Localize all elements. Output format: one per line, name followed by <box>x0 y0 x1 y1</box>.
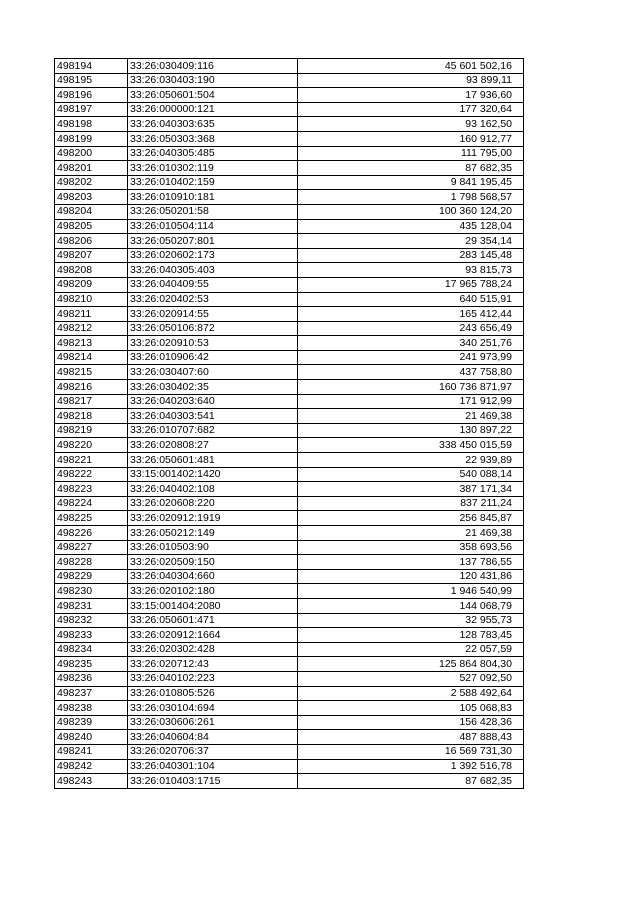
record-id-cell: 498228 <box>55 555 128 570</box>
record-id-cell: 498229 <box>55 569 128 584</box>
cadastral-number-cell: 33:26:000000:121 <box>128 102 298 117</box>
record-id-cell: 498206 <box>55 234 128 249</box>
table-row <box>55 146 524 161</box>
record-id-cell: 498211 <box>55 307 128 322</box>
value-cell: 87 682,35 <box>298 774 524 789</box>
cadastral-number-cell: 33:26:020706:37 <box>128 744 298 759</box>
record-id-cell: 498196 <box>55 88 128 103</box>
value-cell: 241 973,99 <box>298 350 524 365</box>
table-row <box>55 628 524 643</box>
value-cell: 17 965 788,24 <box>298 277 524 292</box>
value-cell: 387 171,34 <box>298 482 524 497</box>
table-row <box>55 671 524 686</box>
record-id-cell: 498220 <box>55 438 128 453</box>
record-id-cell: 498236 <box>55 671 128 686</box>
cadastral-number-cell: 33:26:010910:181 <box>128 190 298 205</box>
record-id-cell: 498200 <box>55 146 128 161</box>
cadastral-number-cell: 33:26:030104:694 <box>128 701 298 716</box>
record-id-cell: 498237 <box>55 686 128 701</box>
value-cell: 243 656,49 <box>298 321 524 336</box>
value-cell: 93 899,11 <box>298 73 524 88</box>
record-id-cell: 498218 <box>55 409 128 424</box>
cadastral-number-cell: 33:26:040304:660 <box>128 569 298 584</box>
table-row <box>55 511 524 526</box>
value-cell: 2 588 492,64 <box>298 686 524 701</box>
record-id-cell: 498238 <box>55 701 128 716</box>
cadastral-number-cell: 33:26:050601:481 <box>128 453 298 468</box>
value-cell: 105 068,83 <box>298 701 524 716</box>
value-cell: 16 569 731,30 <box>298 744 524 759</box>
cadastral-number-cell: 33:26:040303:635 <box>128 117 298 132</box>
cadastral-number-cell: 33:26:030409:116 <box>128 59 298 74</box>
table-row <box>55 248 524 263</box>
cadastral-number-cell: 33:26:040303:541 <box>128 409 298 424</box>
record-id-cell: 498234 <box>55 642 128 657</box>
record-id-cell: 498235 <box>55 657 128 672</box>
cadastral-number-cell: 33:26:020509:150 <box>128 555 298 570</box>
record-id-cell: 498227 <box>55 540 128 555</box>
value-cell: 160 736 871,97 <box>298 380 524 395</box>
table-row <box>55 175 524 190</box>
cadastral-number-cell: 33:26:040301:104 <box>128 759 298 774</box>
table-row <box>55 365 524 380</box>
value-cell: 125 864 804,30 <box>298 657 524 672</box>
cadastral-number-cell: 33:26:020102:180 <box>128 584 298 599</box>
record-id-cell: 498231 <box>55 598 128 613</box>
record-id-cell: 498194 <box>55 59 128 74</box>
record-id-cell: 498221 <box>55 453 128 468</box>
cadastral-number-cell: 33:26:020402:53 <box>128 292 298 307</box>
value-cell: 487 888,43 <box>298 730 524 745</box>
value-cell: 22 057,59 <box>298 642 524 657</box>
cadastral-number-cell: 33:26:020302:428 <box>128 642 298 657</box>
cadastral-number-cell: 33:26:030407:60 <box>128 365 298 380</box>
table-row <box>55 744 524 759</box>
value-cell: 171 912,99 <box>298 394 524 409</box>
record-id-cell: 498201 <box>55 161 128 176</box>
record-id-cell: 498208 <box>55 263 128 278</box>
cadastral-number-cell: 33:26:030403:190 <box>128 73 298 88</box>
cadastral-number-cell: 33:26:020602:173 <box>128 248 298 263</box>
record-id-cell: 498210 <box>55 292 128 307</box>
record-id-cell: 498219 <box>55 423 128 438</box>
table-row <box>55 117 524 132</box>
record-id-cell: 498222 <box>55 467 128 482</box>
record-id-cell: 498197 <box>55 102 128 117</box>
table-row <box>55 540 524 555</box>
value-cell: 17 936,60 <box>298 88 524 103</box>
table-row <box>55 234 524 249</box>
table-row <box>55 204 524 219</box>
record-id-cell: 498225 <box>55 511 128 526</box>
cadastral-number-cell: 33:26:010707:682 <box>128 423 298 438</box>
value-cell: 256 845,87 <box>298 511 524 526</box>
record-id-cell: 498226 <box>55 526 128 541</box>
value-cell: 100 360 124,20 <box>298 204 524 219</box>
record-id-cell: 498223 <box>55 482 128 497</box>
value-cell: 93 815,73 <box>298 263 524 278</box>
cadastral-number-cell: 33:26:020912:1919 <box>128 511 298 526</box>
value-cell: 137 786,55 <box>298 555 524 570</box>
data-table <box>54 58 524 789</box>
value-cell: 527 092,50 <box>298 671 524 686</box>
value-cell: 1 946 540,99 <box>298 584 524 599</box>
table-row <box>55 277 524 292</box>
cadastral-number-cell: 33:26:030606:261 <box>128 715 298 730</box>
value-cell: 437 758,80 <box>298 365 524 380</box>
record-id-cell: 498209 <box>55 277 128 292</box>
table-row <box>55 774 524 789</box>
record-id-cell: 498207 <box>55 248 128 263</box>
table-row <box>55 423 524 438</box>
cadastral-number-cell: 33:26:010805:526 <box>128 686 298 701</box>
table-row <box>55 584 524 599</box>
value-cell: 156 428,36 <box>298 715 524 730</box>
record-id-cell: 498241 <box>55 744 128 759</box>
record-id-cell: 498233 <box>55 628 128 643</box>
table-row <box>55 569 524 584</box>
cadastral-number-cell: 33:26:050303:368 <box>128 131 298 146</box>
table-row <box>55 131 524 146</box>
cadastral-number-cell: 33:26:020912:1664 <box>128 628 298 643</box>
value-cell: 29 354,14 <box>298 234 524 249</box>
value-cell: 144 068,79 <box>298 598 524 613</box>
record-id-cell: 498243 <box>55 774 128 789</box>
cadastral-number-cell: 33:26:040409:55 <box>128 277 298 292</box>
value-cell: 165 412,44 <box>298 307 524 322</box>
table-row <box>55 409 524 424</box>
table-row <box>55 526 524 541</box>
record-id-cell: 498205 <box>55 219 128 234</box>
record-id-cell: 498216 <box>55 380 128 395</box>
cadastral-number-cell: 33:26:040203:640 <box>128 394 298 409</box>
record-id-cell: 498217 <box>55 394 128 409</box>
table-row <box>55 715 524 730</box>
table-row <box>55 219 524 234</box>
table-row <box>55 321 524 336</box>
record-id-cell: 498195 <box>55 73 128 88</box>
record-id-cell: 498204 <box>55 204 128 219</box>
table-row <box>55 336 524 351</box>
cadastral-number-cell: 33:26:010906:42 <box>128 350 298 365</box>
table-row <box>55 730 524 745</box>
table-row <box>55 496 524 511</box>
table-row <box>55 102 524 117</box>
value-cell: 21 469,38 <box>298 526 524 541</box>
cadastral-number-cell: 33:15:001404:2080 <box>128 598 298 613</box>
table-body <box>55 59 524 789</box>
table-row <box>55 453 524 468</box>
cadastral-number-cell: 33:26:050106:872 <box>128 321 298 336</box>
value-cell: 640 515,91 <box>298 292 524 307</box>
cadastral-number-cell: 33:26:040402:108 <box>128 482 298 497</box>
value-cell: 120 431,86 <box>298 569 524 584</box>
value-cell: 9 841 195,45 <box>298 175 524 190</box>
cadastral-number-cell: 33:26:040305:485 <box>128 146 298 161</box>
cadastral-number-cell: 33:26:010504:114 <box>128 219 298 234</box>
value-cell: 358 693,56 <box>298 540 524 555</box>
record-id-cell: 498212 <box>55 321 128 336</box>
cadastral-number-cell: 33:26:050201:58 <box>128 204 298 219</box>
table-row <box>55 657 524 672</box>
table-row <box>55 263 524 278</box>
cadastral-number-cell: 33:26:040102:223 <box>128 671 298 686</box>
cadastral-number-cell: 33:26:040604:84 <box>128 730 298 745</box>
table-row <box>55 598 524 613</box>
record-id-cell: 498198 <box>55 117 128 132</box>
cadastral-number-cell: 33:26:010503:90 <box>128 540 298 555</box>
cadastral-number-cell: 33:26:050212:149 <box>128 526 298 541</box>
cadastral-number-cell: 33:26:010402:159 <box>128 175 298 190</box>
table-row <box>55 555 524 570</box>
record-id-cell: 498239 <box>55 715 128 730</box>
record-id-cell: 498202 <box>55 175 128 190</box>
cadastral-number-cell: 33:26:010403:1715 <box>128 774 298 789</box>
value-cell: 283 145,48 <box>298 248 524 263</box>
table-row <box>55 307 524 322</box>
value-cell: 837 211,24 <box>298 496 524 511</box>
value-cell: 435 128,04 <box>298 219 524 234</box>
value-cell: 338 450 015,59 <box>298 438 524 453</box>
value-cell: 22 939,89 <box>298 453 524 468</box>
table-row <box>55 482 524 497</box>
table-row <box>55 59 524 74</box>
table-row <box>55 394 524 409</box>
record-id-cell: 498224 <box>55 496 128 511</box>
table-row <box>55 73 524 88</box>
value-cell: 32 955,73 <box>298 613 524 628</box>
cadastral-number-cell: 33:26:050601:504 <box>128 88 298 103</box>
cadastral-number-cell: 33:26:020910:53 <box>128 336 298 351</box>
cadastral-number-cell: 33:26:050601:471 <box>128 613 298 628</box>
cadastral-number-cell: 33:26:030402:35 <box>128 380 298 395</box>
value-cell: 540 088,14 <box>298 467 524 482</box>
table-row <box>55 701 524 716</box>
value-cell: 87 682,35 <box>298 161 524 176</box>
cadastral-number-cell: 33:26:020808:27 <box>128 438 298 453</box>
table-row <box>55 438 524 453</box>
value-cell: 1 798 568,57 <box>298 190 524 205</box>
record-id-cell: 498214 <box>55 350 128 365</box>
record-id-cell: 498213 <box>55 336 128 351</box>
value-cell: 111 795,00 <box>298 146 524 161</box>
cadastral-number-cell: 33:26:020712:43 <box>128 657 298 672</box>
value-cell: 160 912,77 <box>298 131 524 146</box>
table-row <box>55 380 524 395</box>
record-id-cell: 498242 <box>55 759 128 774</box>
value-cell: 21 469,38 <box>298 409 524 424</box>
cadastral-number-cell: 33:26:020608:220 <box>128 496 298 511</box>
record-id-cell: 498215 <box>55 365 128 380</box>
table-row <box>55 613 524 628</box>
cadastral-number-cell: 33:26:050207:801 <box>128 234 298 249</box>
value-cell: 177 320,64 <box>298 102 524 117</box>
cadastral-number-cell: 33:15:001402:1420 <box>128 467 298 482</box>
table-row <box>55 292 524 307</box>
record-id-cell: 498203 <box>55 190 128 205</box>
table-row <box>55 350 524 365</box>
table-row <box>55 161 524 176</box>
cadastral-number-cell: 33:26:040305:403 <box>128 263 298 278</box>
cadastral-number-cell: 33:26:010302:119 <box>128 161 298 176</box>
value-cell: 1 392 516,78 <box>298 759 524 774</box>
table-row <box>55 190 524 205</box>
record-id-cell: 498232 <box>55 613 128 628</box>
table-row <box>55 686 524 701</box>
value-cell: 130 897,22 <box>298 423 524 438</box>
record-id-cell: 498240 <box>55 730 128 745</box>
table-row <box>55 642 524 657</box>
record-id-cell: 498199 <box>55 131 128 146</box>
value-cell: 93 162,50 <box>298 117 524 132</box>
table-row <box>55 467 524 482</box>
record-id-cell: 498230 <box>55 584 128 599</box>
table-row <box>55 88 524 103</box>
cadastral-number-cell: 33:26:020914:55 <box>128 307 298 322</box>
value-cell: 128 783,45 <box>298 628 524 643</box>
value-cell: 45 601 502,16 <box>298 59 524 74</box>
table-row <box>55 759 524 774</box>
value-cell: 340 251,76 <box>298 336 524 351</box>
